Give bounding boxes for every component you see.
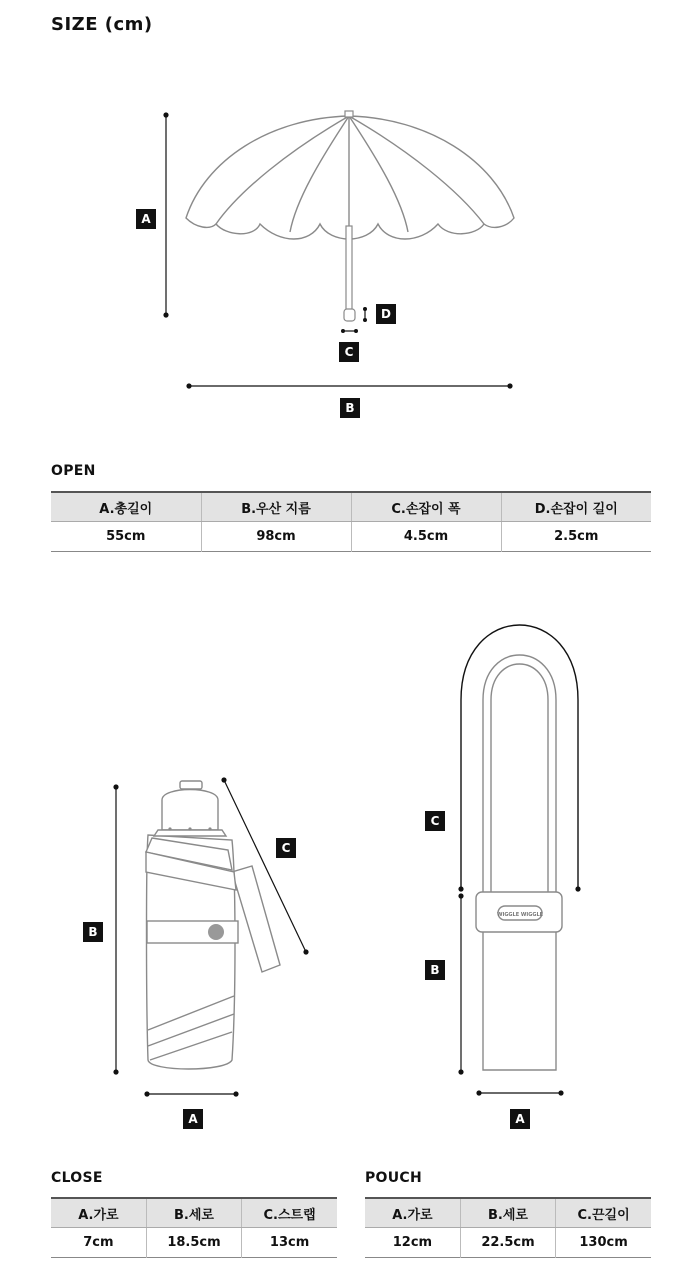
umbrella-cap <box>162 790 218 831</box>
close-value-a: 7cm <box>51 1228 146 1258</box>
close-header-b: B.세로 <box>146 1198 241 1228</box>
close-label-c-tag: C <box>276 838 296 858</box>
close-section-label: CLOSE <box>51 1170 103 1186</box>
open-section-label: OPEN <box>51 463 96 479</box>
pouch-value-a: 12cm <box>365 1228 460 1258</box>
pouch-label-a-tag: A <box>510 1109 530 1129</box>
pouch-header-b: B.세로 <box>460 1198 555 1228</box>
pouch-spec-table <box>365 1197 651 1258</box>
open-header-c: C.손잡이 폭 <box>351 492 501 522</box>
open-value-d: 2.5cm <box>554 529 599 544</box>
close-spec-table <box>51 1197 337 1258</box>
close-header-c: C.스트랩 <box>242 1198 337 1228</box>
close-label-b-tag: B <box>83 922 103 942</box>
pouch-label-b-tag: B <box>425 960 445 980</box>
page-title: SIZE (cm) <box>51 14 153 35</box>
open-header-a: A.총길이 <box>51 492 201 522</box>
pouch-body <box>483 655 556 1070</box>
pouch-label-c-tag: C <box>425 811 445 831</box>
open-value-a: 55cm <box>51 522 201 552</box>
label-b-tag: B <box>340 398 360 418</box>
pouch-value-c: 130cm <box>579 1235 628 1250</box>
pouch <box>476 655 562 1070</box>
umbrella-band <box>147 921 238 943</box>
close-header-a: A.가로 <box>51 1198 146 1228</box>
pouch-logo: WIGGLE WIGGLE <box>496 912 544 918</box>
label-a-tag: A <box>136 209 156 229</box>
open-value-c: 4.5cm <box>351 522 501 552</box>
umbrella-button <box>208 924 224 940</box>
pouch-header-c: C.끈길이 <box>556 1198 651 1228</box>
pouch-section-label: POUCH <box>365 1170 423 1186</box>
close-value-c: 13cm <box>269 1235 310 1250</box>
open-header-b: B.우산 지름 <box>201 492 351 522</box>
open-value-b: 98cm <box>201 522 351 552</box>
close-value-b: 18.5cm <box>146 1228 241 1258</box>
label-c-tag: C <box>339 342 359 362</box>
open-header-d: D.손잡이 길이 <box>501 492 651 522</box>
close-label-a-tag: A <box>183 1109 203 1129</box>
pouch-value-b: 22.5cm <box>460 1228 555 1258</box>
pouch-header-a: A.가로 <box>365 1198 460 1228</box>
label-d-tag: D <box>376 304 396 324</box>
